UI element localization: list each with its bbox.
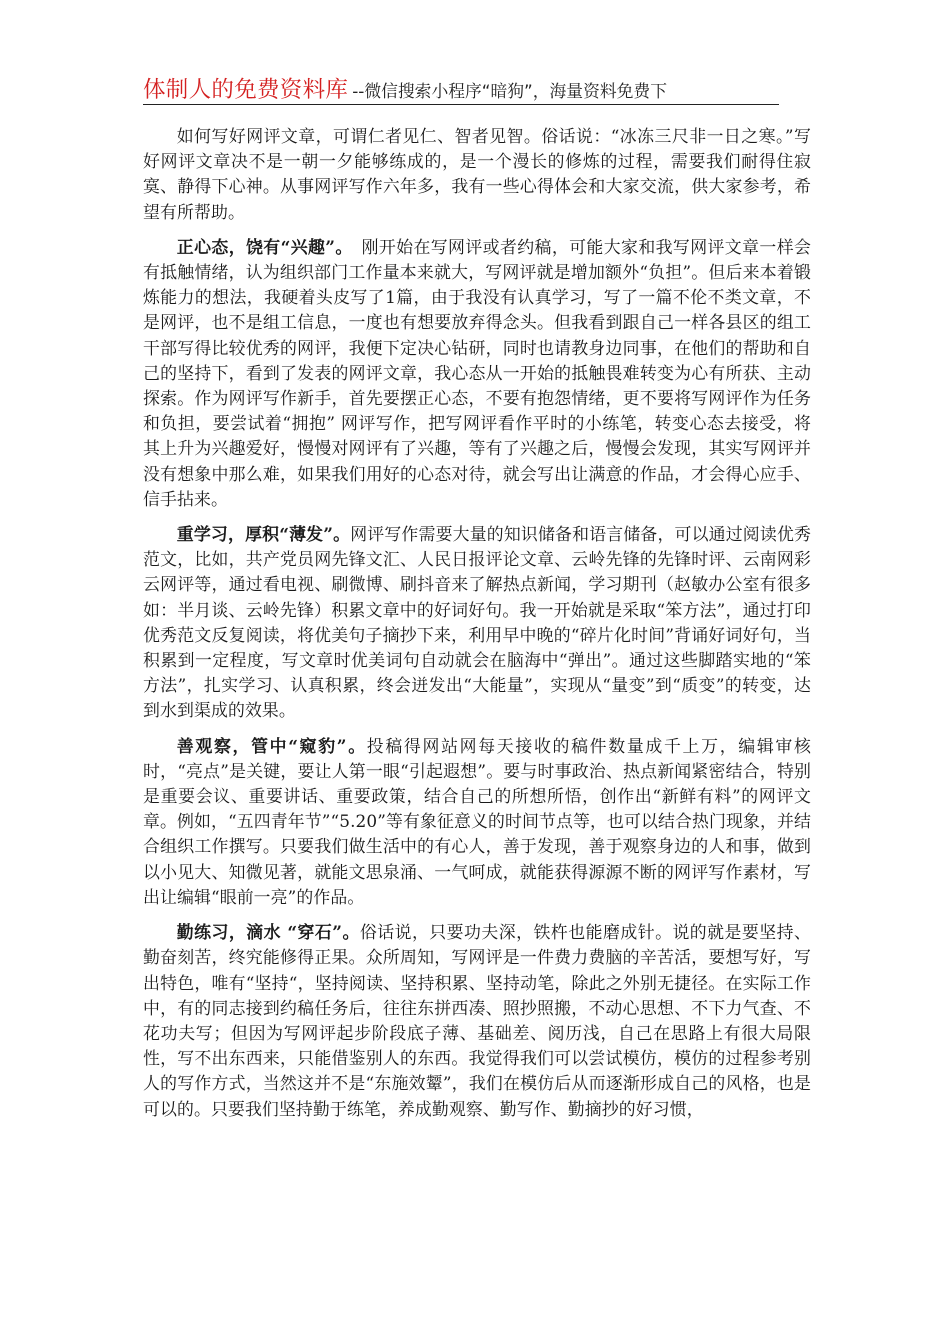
section-paragraph	[143, 734, 811, 910]
section-text: 俗话说，只要功夫深，铁杵也能磨成针。说的就是要坚持、勤奋刻苦，终究能修得正果。众所周知，写网评是一件费力费脑的辛苦活，要想写好，写出特色，唯有“坚持“，坚持阅读、坚持积累、坚持动笔，除此之外别无捷径。在实际工作中，有的同志接到约稿任务后，往往东拼西凑、照抄照搬，不动心思想、不下力气查、不花功夫写；但因为写网评起步阶段底子薄、基础差、阅历浅，自己在思路上有很大局限性，写不出东西来，只能借鉴别人的东西。我觉得我们可以尝试模仿，模仿的过程参考别人的写作方式，当然这并不是“东施效颦”，我们在模仿后从而逐渐形成自己的风格，也是可以的。只要我们坚持勤于练笔，养成勤观察、勤写作、勤摘抄的好习惯，	[143, 922, 811, 1119]
header-brand: 体制人的免费资料库	[143, 77, 349, 103]
section-heading: 善观察，管中“窥豹”。	[176, 735, 367, 756]
section-paragraph	[143, 522, 811, 724]
section-text: 投稿得网站网每天接收的稿件数量成千上万，编辑审核时，“亮点”是关键，要让人第一眼“引起遐想”。要与时事政治、热点新闻紧密结合，特别是重要会议、重要讲话、重要政策，结合自己的所想所悟，创作出“新鲜有料”的网评文章。例如，“五四青年节”“5.20”等有象征意义的时间节点等，也可以结合热门现象，并结合组织工作撰写。只要我们做生活中的有心人，善于发现，善于观察身边的人和事，做到以小见大、知微见著，就能文思泉涌、一气呵成，就能获得源源不断的网评写作素材，写出让编辑“眼前一亮”的作品。	[143, 735, 811, 907]
section-text: 网评写作需要大量的知识储备和语言储备，可以通过阅读优秀范文，比如，共产党员网先锋文汇、人民日报评论文章、云岭先锋的先锋时评、云南网彩云网评等，通过看电视、刷微博、刷抖音来了解热点新闻，学习期刊（赵敏办公室有很多如：半月谈、云岭先锋）积累文章中的好词好句。我一开始就是采取“笨方法”，通过打印优秀范文反复阅读，将优美句子摘抄下来，利用早中晚的“碎片化时间”背诵好词好句，当积累到一定程度，写文章时优美词句自动就会在脑海中“弹出”。通过这些脚踏实地的“笨方法”，扎实学习、认真积累，终会迸发出“大能量”，实现从“量变”到“质变”的转变，达到水到渠成的效果。	[143, 524, 812, 721]
section-heading: 重学习，厚积“薄发”。	[176, 524, 351, 545]
header-slogan: --微信搜索小程序“暗狗”，海量资料免费下	[352, 81, 667, 101]
section-heading: 勤练习，滴水 “穿石”。	[176, 922, 360, 943]
article-body	[143, 124, 811, 1132]
section-text: 刚开始在写网评或者约稿，可能大家和我写网评文章一样会有抵触情绪，认为组织部门工作量本来就大，写网评就是增加额外“负担”。但后来本着锻炼能力的想法，我硬着头皮写了1篇，由于我没有认真学习，写了一篇不伦不类文章，不是网评，也不是组工信息，一度也有想要放弃得念头。但我看到跟自己一样各县区的组工干部写得比较优秀的网评，我便下定决心钻研，同时也请教身边同事，在他们的帮助和自己的坚持下，看到了发表的网评文章，我心态从一开始的抵触畏难转变为心有所获、主动探索。作为网评写作新手，首先要摆正心态，不要有抱怨情绪，更不要将写网评作为任务和负担，要尝试着“拥抱” 网评写作，把写网评看作平时的小练笔，转变心态去接受，将其上升为兴趣爱好，慢慢对网评有了兴趣，等有了兴趣之后，慢慢会发现，其实写网评并没有想象中那么难，如果我们用好的心态对待，就会写出让满意的作品，才会得心应手、信手拈来。	[143, 236, 811, 509]
section-heading: 正心态，饶有“兴趣”。	[176, 236, 345, 257]
page-header	[143, 72, 779, 105]
intro-paragraph: 如何写好网评文章，可谓仁者见仁、智者见智。俗话说：“冰冻三尺非一日之寒。”写好网评文章决不是一朝一夕能够练成的，是一个漫长的修炼的过程，需要我们耐得住寂寞、静得下心神。从事网评写作六年多，我有一些心得体会和大家交流，供大家参考，希望有所帮助。	[143, 126, 811, 222]
section-paragraph	[143, 235, 811, 512]
section-paragraph	[143, 920, 811, 1122]
